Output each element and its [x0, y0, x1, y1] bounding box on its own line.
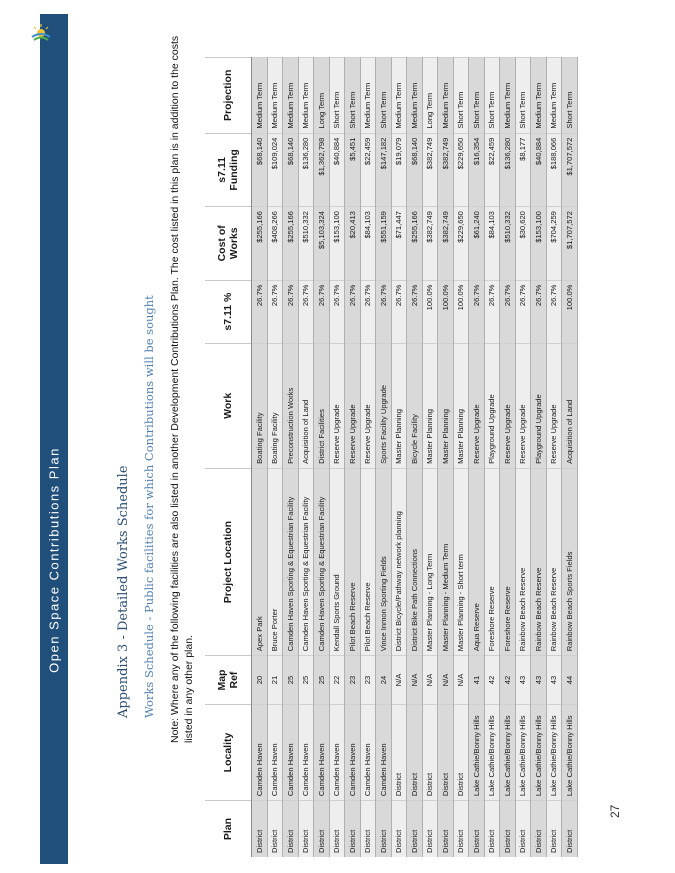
table-cell: Foreshore Reserve — [484, 468, 500, 655]
cost-note: Note: Where any of the following facilities are also listed in another Development Contributions Plan. The cost listed in this plan is in addition to the costs listed in any other plan. — [169, 35, 195, 743]
table-cell: 26.7% — [500, 280, 516, 343]
table-cell: 26.7% — [484, 280, 500, 343]
table-cell: 26.7% — [391, 280, 407, 343]
column-header: Project Location — [205, 468, 252, 655]
table-cell: District — [438, 801, 454, 857]
table-cell: $510,332 — [298, 207, 314, 280]
table-cell: District — [422, 801, 438, 857]
table-cell: Medium Term — [391, 58, 407, 134]
table-cell: $8,177 — [515, 133, 531, 206]
table-cell: District — [438, 704, 454, 800]
table-cell: Reserve Upgrade — [469, 343, 485, 468]
table-cell: Lake Cathie/Bonny Hills — [500, 704, 516, 800]
table-row — [360, 58, 376, 858]
table-cell: Short Term — [329, 58, 345, 134]
table-cell: 25 — [298, 656, 314, 705]
table-cell: Camden Haven — [252, 704, 268, 800]
table-cell: Reserve Upgrade — [329, 343, 345, 468]
table-cell: $136,280 — [500, 133, 516, 206]
table-cell: $229,650 — [453, 207, 469, 280]
table-cell: $109,024 — [267, 133, 283, 206]
table-cell: N/A — [453, 656, 469, 705]
table-cell: $147,182 — [376, 133, 392, 206]
table-cell: 21 — [267, 656, 283, 705]
table-cell: Medium Term — [407, 58, 423, 134]
table-cell: 26.7% — [345, 280, 361, 343]
table-cell: $188,066 — [546, 133, 562, 206]
table-cell: District Facilities — [314, 343, 330, 468]
table-row — [531, 58, 547, 858]
table-row — [546, 58, 562, 858]
table-cell: $704,259 — [546, 207, 562, 280]
table-cell: Boating Facility — [252, 343, 268, 468]
table-cell: 100.0% — [562, 280, 578, 343]
table-row — [391, 58, 407, 858]
table-cell: Camden Haven — [329, 704, 345, 800]
table-cell: $22,459 — [484, 133, 500, 206]
table-cell: $40,884 — [329, 133, 345, 206]
table-cell: Camden Haven — [314, 704, 330, 800]
table-row — [267, 58, 283, 858]
table-cell: 43 — [515, 656, 531, 705]
table-cell: $16,354 — [469, 133, 485, 206]
table-cell: Rainbow Beach Sports Fields — [562, 468, 578, 655]
table-cell: District — [360, 801, 376, 857]
table-cell: 26.7% — [546, 280, 562, 343]
table-cell: District — [298, 801, 314, 857]
table-cell: 22 — [329, 656, 345, 705]
column-header: Projection — [205, 58, 252, 134]
table-cell: $229,650 — [453, 133, 469, 206]
table-cell: District Bike Path Connections — [407, 468, 423, 655]
table-cell: $510,332 — [500, 207, 516, 280]
table-cell: Short Term — [562, 58, 578, 134]
table-cell: $30,620 — [515, 207, 531, 280]
table-cell: $1,362,798 — [314, 133, 330, 206]
table-cell: 26.7% — [252, 280, 268, 343]
table-cell: $136,280 — [298, 133, 314, 206]
table-cell: 26.7% — [469, 280, 485, 343]
table-cell: Reserve Upgrade — [515, 343, 531, 468]
table-cell: 100.0% — [453, 280, 469, 343]
table-cell: $255,166 — [283, 207, 299, 280]
table-cell: Playground Upgrade — [484, 343, 500, 468]
table-cell: Camden Haven Sporting & Equestrian Facility — [298, 468, 314, 655]
column-header: Plan — [205, 801, 252, 857]
table-cell: Camden Haven — [267, 704, 283, 800]
table-cell: District — [453, 704, 469, 800]
banner-title: Open Space Contributions Plan — [46, 447, 62, 673]
table-row — [376, 58, 392, 858]
table-cell: Master Planning — [438, 343, 454, 468]
table-cell: Lake Cathie/Bonny Hills — [546, 704, 562, 800]
table-row — [453, 58, 469, 858]
table-cell: Sports Facility Upgrade — [376, 343, 392, 468]
table-cell: Reserve Upgrade — [360, 343, 376, 468]
table-cell: $5,103,324 — [314, 207, 330, 280]
table-cell: District — [422, 704, 438, 800]
table-cell: District — [407, 801, 423, 857]
table-cell: $382,749 — [438, 133, 454, 206]
table-cell: N/A — [422, 656, 438, 705]
table-cell: 43 — [531, 656, 547, 705]
column-header: s7.11 Funding — [205, 133, 252, 206]
table-cell: Rainbow Beach Reserve — [546, 468, 562, 655]
table-row — [515, 58, 531, 858]
table-cell: Reserve Upgrade — [345, 343, 361, 468]
table-cell: $382,749 — [422, 133, 438, 206]
table-cell: District — [252, 801, 268, 857]
table-cell: 26.7% — [267, 280, 283, 343]
table-row — [438, 58, 454, 858]
table-row — [500, 58, 516, 858]
table-cell: $153,100 — [531, 207, 547, 280]
table-cell: Lake Cathie/Bonny Hills — [562, 704, 578, 800]
table-cell: Bruce Porter — [267, 468, 283, 655]
table-cell: 23 — [345, 656, 361, 705]
table-row — [484, 58, 500, 858]
table-cell: Camden Haven — [283, 704, 299, 800]
table-row — [407, 58, 423, 858]
table-cell: District — [562, 801, 578, 857]
table-cell: 42 — [484, 656, 500, 705]
table-cell: Short Term — [515, 58, 531, 134]
table-cell: Medium Term — [360, 58, 376, 134]
table-cell: District — [267, 801, 283, 857]
table-cell: District — [469, 801, 485, 857]
table-cell: Master Planning - Short term — [453, 468, 469, 655]
table-cell: $382,749 — [438, 207, 454, 280]
column-header: Map Ref — [205, 656, 252, 705]
table-cell: Short Term — [376, 58, 392, 134]
table-cell: $68,140 — [252, 133, 268, 206]
table-row — [329, 58, 345, 858]
table-cell: Acquisition of Land — [298, 343, 314, 468]
table-cell: $153,100 — [329, 207, 345, 280]
section-subheading: Works Schedule - Public facilities for which Contributions will be sought — [142, 295, 156, 718]
table-cell: Apex Park — [252, 468, 268, 655]
table-cell: Medium Term — [252, 58, 268, 134]
table-cell: 20 — [252, 656, 268, 705]
table-cell: Medium Term — [546, 58, 562, 134]
table-cell: Rainbow Beach Reserve — [515, 468, 531, 655]
table-cell: $61,240 — [469, 207, 485, 280]
table-cell: Medium Term — [500, 58, 516, 134]
table-cell: District — [515, 801, 531, 857]
table-cell: Short Term — [453, 58, 469, 134]
table-cell: Kendall Sports Ground — [329, 468, 345, 655]
table-row — [314, 58, 330, 858]
table-cell: Medium Term — [531, 58, 547, 134]
table-cell: N/A — [407, 656, 423, 705]
table-cell: Reserve Upgrade — [500, 343, 516, 468]
table-cell: District — [500, 801, 516, 857]
table-row — [422, 58, 438, 858]
table-cell: 26.7% — [314, 280, 330, 343]
table-cell: Master Planning — [391, 343, 407, 468]
table-cell: $20,413 — [345, 207, 361, 280]
table-cell: District — [407, 704, 423, 800]
table-cell: District — [376, 801, 392, 857]
table-cell: 26.7% — [298, 280, 314, 343]
table-cell: District Bicycle/Pathway network planning — [391, 468, 407, 655]
table-cell: District — [453, 801, 469, 857]
table-cell: $84,103 — [360, 207, 376, 280]
table-cell: $19,079 — [391, 133, 407, 206]
table-cell: $84,103 — [484, 207, 500, 280]
table-cell: $71,447 — [391, 207, 407, 280]
table-cell: Long Term — [422, 58, 438, 134]
table-cell: Master Planning - Medium Term — [438, 468, 454, 655]
column-header: Cost of Works — [205, 207, 252, 280]
table-cell: $551,159 — [376, 207, 392, 280]
table-cell: District — [391, 704, 407, 800]
page-number: 27 — [608, 804, 622, 818]
table-cell: 26.7% — [283, 280, 299, 343]
table-cell: Camden Haven — [345, 704, 361, 800]
table-header-row — [205, 58, 252, 858]
table-cell: $22,459 — [360, 133, 376, 206]
table-cell: 25 — [283, 656, 299, 705]
table-cell: Master Planning — [422, 343, 438, 468]
table-cell: 26.7% — [407, 280, 423, 343]
table-cell: Playground Upgrade — [531, 343, 547, 468]
table-cell: Lake Cathie/Bonny Hills — [484, 704, 500, 800]
table-cell: District — [283, 801, 299, 857]
table-cell: 100.0% — [422, 280, 438, 343]
table-cell: 42 — [500, 656, 516, 705]
table-cell: Acquisition of Land — [562, 343, 578, 468]
table-cell: District — [546, 801, 562, 857]
table-cell: Camden Haven — [376, 704, 392, 800]
table-cell: 26.7% — [329, 280, 345, 343]
table-cell: Reserve Upgrade — [546, 343, 562, 468]
table-cell: Rainbow Beach Reserve — [531, 468, 547, 655]
table-cell: $255,166 — [252, 207, 268, 280]
table-cell: Preconstruction Works — [283, 343, 299, 468]
table-cell: District — [314, 801, 330, 857]
table-cell: Aqua Reserve — [469, 468, 485, 655]
table-cell: Camden Haven — [298, 704, 314, 800]
table-cell: Camden Haven Sporting & Equestrian Facility — [283, 468, 299, 655]
table-cell: Lake Cathie/Bonny Hills — [515, 704, 531, 800]
table-cell: District — [391, 801, 407, 857]
table-cell: 41 — [469, 656, 485, 705]
table-body — [252, 58, 578, 858]
section-heading: Appendix 3 - Detailed Works Schedule — [116, 465, 131, 718]
table-cell: Vince Inmon Sporting Fields — [376, 468, 392, 655]
table-cell: 25 — [314, 656, 330, 705]
table-cell: Boating Facility — [267, 343, 283, 468]
table-cell: $1,707,572 — [562, 133, 578, 206]
table-row — [252, 58, 268, 858]
table-cell: $5,451 — [345, 133, 361, 206]
table-cell: Short Term — [345, 58, 361, 134]
table-cell: Short Term — [484, 58, 500, 134]
column-header: Locality — [205, 704, 252, 800]
table-cell: District — [484, 801, 500, 857]
table-cell: Short Term — [469, 58, 485, 134]
table-cell: $1,707,572 — [562, 207, 578, 280]
table-cell: Pilot Beach Reserve — [345, 468, 361, 655]
table-cell: Pilot Beach Reserve — [360, 468, 376, 655]
table-row — [298, 58, 314, 858]
table-cell: Bicycle Facility — [407, 343, 423, 468]
column-header: Work — [205, 343, 252, 468]
table-cell: $68,140 — [407, 133, 423, 206]
table-cell: District — [345, 801, 361, 857]
table-cell: Medium Term — [267, 58, 283, 134]
table-cell: $40,884 — [531, 133, 547, 206]
table-cell: District — [329, 801, 345, 857]
table-cell: Master Planning - Long Term — [422, 468, 438, 655]
table-cell: N/A — [391, 656, 407, 705]
table-cell: 44 — [562, 656, 578, 705]
table-cell: District — [531, 801, 547, 857]
table-cell: Master Planning — [453, 343, 469, 468]
table-cell: Lake Cathie/Bonny Hills — [469, 704, 485, 800]
table-cell: Medium Term — [283, 58, 299, 134]
table-row — [283, 58, 299, 858]
column-header: s7.11 % — [205, 280, 252, 343]
table-cell: 26.7% — [515, 280, 531, 343]
table-cell: 23 — [360, 656, 376, 705]
table-cell: Long Term — [314, 58, 330, 134]
table-cell: Lake Cathie/Bonny Hills — [531, 704, 547, 800]
table-cell: Medium Term — [438, 58, 454, 134]
table-cell: 26.7% — [360, 280, 376, 343]
table-cell: 100.0% — [438, 280, 454, 343]
table-cell: 26.7% — [531, 280, 547, 343]
table-cell: $382,749 — [422, 207, 438, 280]
table-cell: Medium Term — [298, 58, 314, 134]
table-cell: $408,266 — [267, 207, 283, 280]
table-cell: 26.7% — [376, 280, 392, 343]
table-row — [469, 58, 485, 858]
table-cell: $255,166 — [407, 207, 423, 280]
table-cell: N/A — [438, 656, 454, 705]
table-row — [345, 58, 361, 858]
table-cell: Camden Haven Sporting & Equestrian Facility — [314, 468, 330, 655]
table-cell: 43 — [546, 656, 562, 705]
table-cell: Foreshore Reserve — [500, 468, 516, 655]
table-cell: 24 — [376, 656, 392, 705]
table-cell: Camden Haven — [360, 704, 376, 800]
works-schedule-table — [205, 57, 578, 857]
table-row — [562, 58, 578, 858]
table-cell: $68,140 — [283, 133, 299, 206]
